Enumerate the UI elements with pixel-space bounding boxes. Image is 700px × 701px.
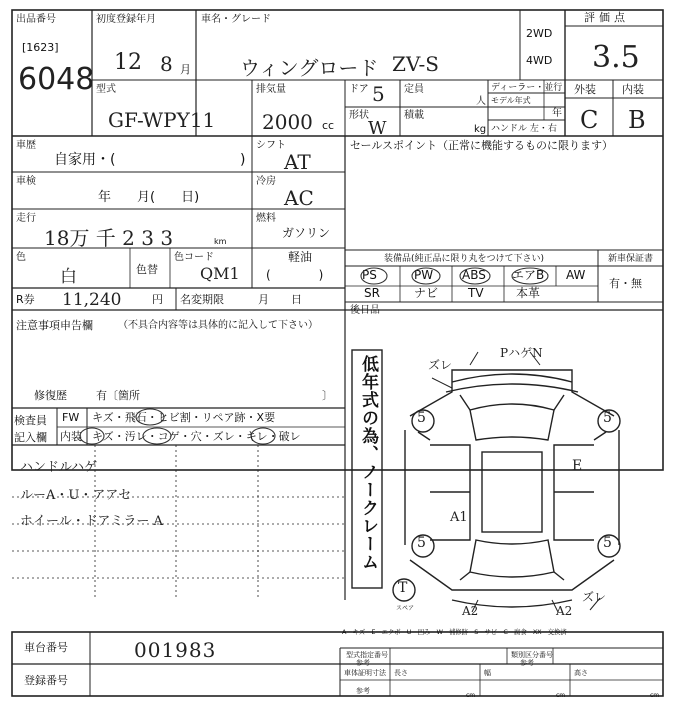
- equip-ps: PS: [362, 268, 377, 282]
- lot-number: 6048: [18, 62, 95, 97]
- type-cert-ref: 参考: [356, 659, 370, 667]
- yen-unit: 円: [152, 293, 163, 306]
- cert-ref: 参考: [356, 687, 370, 695]
- color-change-label: 色替: [136, 263, 158, 276]
- spare-label: スペア: [396, 605, 415, 612]
- color-label: 色: [16, 252, 26, 263]
- chassis-number: 001983: [134, 638, 217, 662]
- recycle-label: R券: [16, 293, 35, 306]
- first-reg-year: 12: [114, 50, 142, 75]
- inspector-note-1: ハンドルハゲ: [20, 460, 98, 475]
- equip-leather: 本革: [516, 286, 541, 300]
- shape-label: 形状: [349, 110, 369, 121]
- equipment-label: 装備品(純正品に限り丸をつけて下さい): [384, 254, 545, 264]
- history-value: 自家用・(: [54, 152, 116, 168]
- shift-value: AT: [284, 150, 311, 174]
- equip-aw: AW: [566, 268, 586, 282]
- width-unit: cm: [556, 692, 566, 699]
- equip-navi: ナビ: [414, 286, 439, 300]
- mark-bottom-right-note: ズレ: [582, 590, 607, 604]
- fuel-gas: ガソリン: [282, 226, 331, 240]
- cc-unit: cc: [322, 119, 335, 132]
- type-cert-label: 型式指定番号: [346, 651, 388, 659]
- mark-top-left: ズレ: [428, 358, 453, 372]
- fuel-blank: ( ): [266, 268, 324, 282]
- title-change-label: 名変期限: [180, 293, 224, 306]
- shift-label: シフト: [256, 140, 286, 151]
- month-unit: 月: [180, 63, 191, 76]
- rear-right-tire-mark: 5: [603, 535, 612, 551]
- recycle-amount: 11,240: [62, 290, 122, 310]
- kg-unit: kg: [474, 124, 487, 135]
- class-label: 類別区分番号: [511, 651, 553, 659]
- mark-side-right: E: [572, 458, 583, 474]
- drive-4wd: 4WD: [526, 54, 553, 67]
- first-reg-month: 8: [160, 52, 173, 76]
- equip-sr: SR: [364, 286, 380, 300]
- front-right-tire-mark: 5: [603, 410, 612, 426]
- color-value: 白: [60, 267, 77, 287]
- rating-label: 評価点: [584, 11, 629, 24]
- length-label: 長さ: [394, 669, 408, 677]
- equip-pw: PW: [414, 268, 434, 282]
- mark-bottom-right: A2: [556, 604, 573, 618]
- capacity-label: 定員: [404, 84, 424, 95]
- height-unit: cm: [650, 692, 660, 699]
- car-grade: ZV-S: [392, 52, 439, 76]
- inspector-label: 検査員記入欄: [14, 414, 47, 444]
- load-label: 積載: [404, 110, 424, 121]
- displacement-label: 排気量: [256, 84, 286, 95]
- notes-label: 注意事項申告欄: [16, 319, 93, 332]
- warranty-label: 新車保証書: [608, 254, 654, 264]
- mileage-label: 走行: [16, 213, 36, 224]
- year-unit: 年: [552, 108, 562, 119]
- fuel-label: 燃料: [256, 213, 276, 224]
- rear-left-tire-mark: 5: [417, 535, 426, 551]
- person-unit: 人: [476, 96, 486, 107]
- length-unit: cm: [466, 692, 476, 699]
- interior-grade: B: [628, 106, 646, 134]
- drive-2wd: 2WD: [526, 27, 553, 40]
- inspector-interior-items: キズ・汚レ・コゲ・穴・ズレ・キレ・破レ: [92, 430, 301, 443]
- mark-bottom-left: A2: [462, 604, 479, 618]
- title-change-value: 月 日: [258, 293, 302, 306]
- doors-value: 5: [372, 82, 385, 106]
- car-diagram: [352, 350, 620, 612]
- inspector-fw-tag: FW: [62, 411, 80, 424]
- inspection-value: 年 月( 日): [98, 190, 200, 205]
- dealer-label: ディーラー・並行: [491, 83, 563, 93]
- spare-tire-mark: T: [398, 580, 408, 596]
- height-label: 高さ: [574, 669, 588, 677]
- car-name: ウィングロード: [240, 56, 379, 80]
- warranty-value: 有・無: [609, 277, 642, 290]
- aircon-label: 冷房: [256, 176, 276, 187]
- repair-value: 有〔箇所: [96, 389, 140, 402]
- lot-sub-number: [1623]: [22, 41, 59, 54]
- later-items-label: 後日品: [350, 305, 380, 316]
- front-left-tire-mark: 5: [417, 410, 426, 426]
- doors-label: ドア: [349, 84, 369, 95]
- aircon-value: AC: [284, 186, 314, 210]
- km-unit: km: [214, 237, 227, 246]
- model-year-label: モデル年式: [491, 96, 531, 105]
- mileage-value: 18万 千 2 3 3: [44, 226, 174, 250]
- model-label: 型式: [96, 84, 116, 95]
- inspector-note-2: ルーA・U・アアセ: [20, 488, 132, 503]
- first-reg-label: 初度登録年月: [96, 14, 156, 25]
- inspector-note-3: ホイール・ドアミラー A: [20, 514, 163, 529]
- mark-side-left: A1: [450, 510, 468, 525]
- history-label: 車歴: [16, 140, 36, 151]
- inspector-interior-tag: 内装: [60, 430, 82, 443]
- width-label: 幅: [484, 669, 491, 677]
- equip-tv: TV: [468, 286, 484, 300]
- color-code-value: QM1: [200, 264, 240, 283]
- mark-top-center: PハゲN: [500, 346, 543, 360]
- selling-point-label: セールスポイント（正常に機能するものに限ります）: [350, 139, 614, 152]
- inspection-label: 車検: [16, 176, 36, 187]
- exterior-grade: C: [580, 106, 599, 134]
- no-claim-vertical-text: 低年式の為、ノークレーム: [358, 355, 378, 571]
- fuel-diesel: 軽油: [288, 250, 313, 264]
- registration-label: 登録番号: [24, 674, 68, 687]
- class-ref: 参考: [520, 659, 534, 667]
- handle-label: ハンドル 左・右: [491, 124, 557, 134]
- cert-label: 車体証明寸法: [344, 669, 386, 677]
- model-value: GF-WPY11: [108, 108, 216, 132]
- damage-legend: A－キズ E－エクボ U－凹み W－補修跡 S－サビ C－腐食 XX－交換済: [342, 628, 567, 636]
- inspector-fw-items: キズ・飛石・ヒビ割・リペア跡・X要: [92, 411, 276, 424]
- equip-airbag: エアB: [512, 268, 545, 282]
- equip-abs: ABS: [462, 268, 486, 282]
- shape-value: W: [368, 118, 387, 139]
- color-code-label: 色コード: [174, 252, 214, 263]
- repair-label: 修復歴: [34, 389, 67, 402]
- lot-number-label: 出品番号: [16, 14, 56, 25]
- repair-close: 〕: [322, 389, 333, 402]
- rating-value: 3.5: [592, 40, 640, 75]
- chassis-label: 車台番号: [24, 641, 68, 654]
- notes-instruction: （不具合内容等は具体的に記入して下さい）: [118, 320, 318, 331]
- interior-label: 内装: [622, 83, 644, 96]
- displacement-value: 2000: [262, 110, 313, 134]
- history-close: ): [240, 152, 246, 168]
- exterior-label: 外装: [574, 83, 596, 96]
- name-grade-label: 車名・グレード: [201, 14, 271, 25]
